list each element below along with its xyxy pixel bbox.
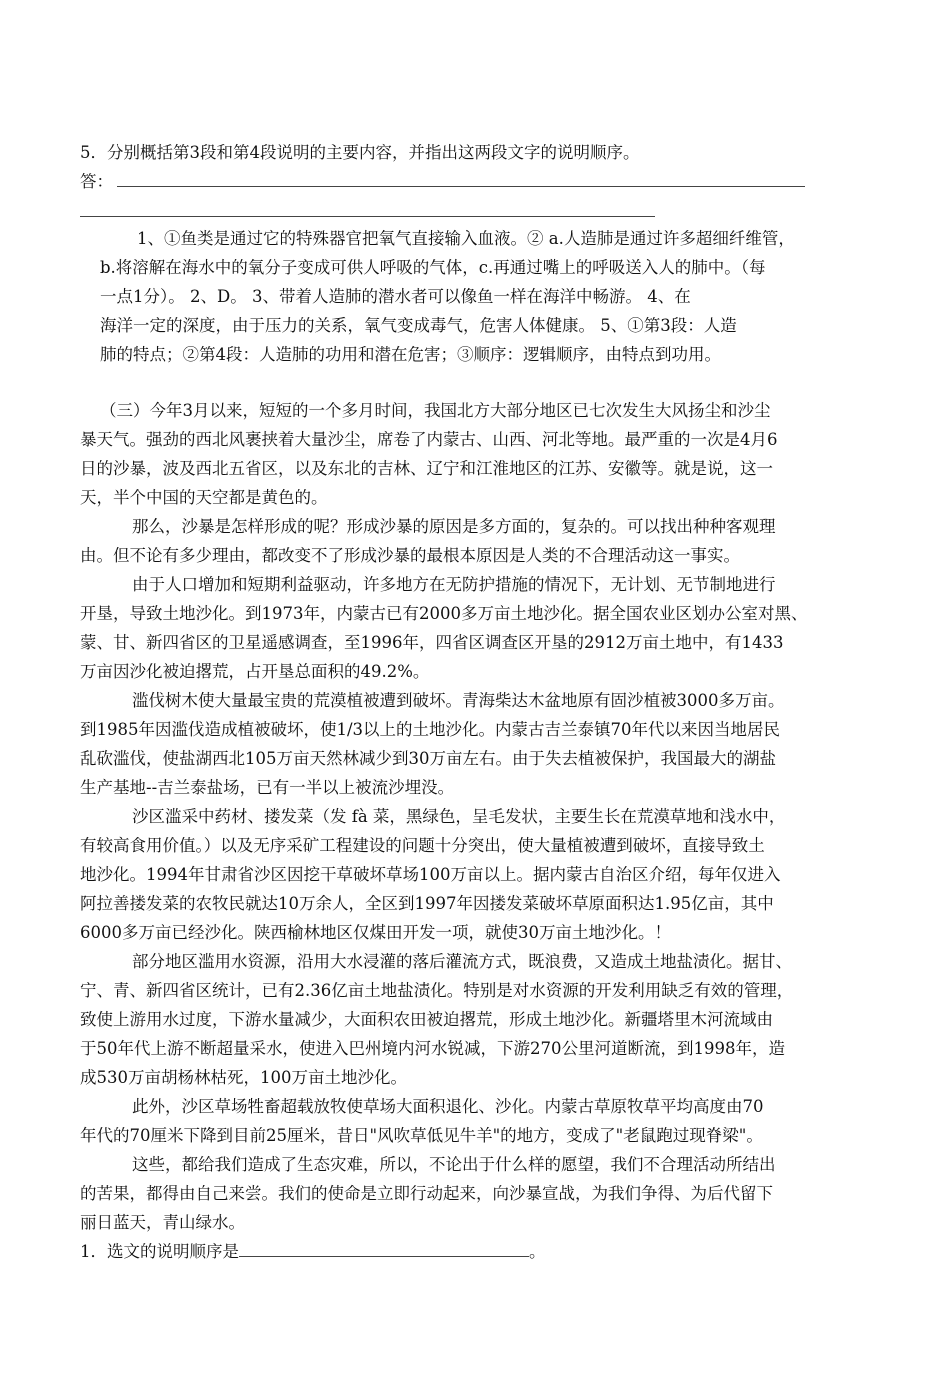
passage-line: 此外，沙区草场牲畜超载放牧使草场大面积退化、沙化。内蒙古草原牧草平均高度由70: [132, 1097, 764, 1116]
answer-key-line: 1、①鱼类是通过它的特殊器官把氧气直接输入血液。② a.人造肺是通过许多超细纤维管，: [137, 229, 795, 248]
question-1-suffix: 。: [529, 1242, 546, 1261]
passage-line: 沙区滥采中药材、搂发菜（发 fà 菜，黑绿色，呈毛发状，主要生长在荒漠草地和浅水中，: [132, 807, 786, 826]
passage-line: 这些，都给我们造成了生态灾难，所以，不论出于什么样的愿望，我们不合理活动所结出: [132, 1155, 776, 1174]
passage-line: （三）今年3月以来，短短的一个多月时间，我国北方大部分地区已七次发生大风扬尘和沙尘: [100, 401, 771, 420]
answer-key-line: 一点1分）。 2、D。 3、带着人造肺的潜水者可以像鱼一样在海洋中畅游。 4、在: [100, 287, 691, 306]
passage-line: 滥伐树木使大量最宝贵的荒漠植被遭到破坏。青海柴达木盆地原有固沙植被3000多万亩。: [132, 691, 785, 710]
answer-line-1: [80, 172, 805, 192]
passage-line: 宁、青、新四省区统计，已有2.36亿亩土地盐渍化。特别是对水资源的开发利用缺乏有效的管理，: [80, 981, 794, 1000]
passage-line: 暴天气。强劲的西北风裹挟着大量沙尘，席卷了内蒙古、山西、河北等地。最严重的一次是4月6: [80, 430, 778, 449]
passage-line: 到1985年因滥伐造成植被破坏，使1/3以上的土地沙化。内蒙古吉兰泰镇70年代以来因当地居民: [80, 720, 781, 739]
answer-blank-1[interactable]: [117, 172, 805, 187]
passage-line: 有较高食用价值。）以及无序采矿工程建设的问题十分突出，使大量植被遭到破坏，直接导致土: [80, 836, 765, 855]
passage-line: 阿拉善搂发菜的农牧民就达10万余人，全区到1997年因搂发菜破坏草原面积达1.95亿亩，其中: [80, 894, 774, 913]
answer-key-line: b.将溶解在海水中的氧分子变成可供人呼吸的气体，c.再通过嘴上的呼吸送入人的肺中。（每: [100, 258, 766, 277]
passage-line: 由。但不论有多少理由，都改变不了形成沙暴的最根本原因是人类的不合理活动这一事实。: [80, 546, 740, 565]
question-1: [80, 1242, 546, 1262]
passage-line: 地沙化。1994年甘肃省沙区因挖干草破坏草场100万亩以上。据内蒙古自治区介绍，每年仅进入: [80, 865, 781, 884]
passage-line: 由于人口增加和短期利益驱动，许多地方在无防护措施的情况下，无计划、无节制地进行: [132, 575, 776, 594]
passage-line: 成530万亩胡杨林枯死，100万亩土地沙化。: [80, 1068, 407, 1087]
question-5: 5．分别概括第3段和第4段说明的主要内容，并指出这两段文字的说明顺序。: [80, 143, 640, 162]
passage-line: 万亩因沙化被迫撂荒，占开垦总面积的49.2%。: [80, 662, 430, 681]
answer-key-line: 肺的特点；②第4段：人造肺的功用和潜在危害；③顺序：逻辑顺序，由特点到功用。: [100, 345, 721, 364]
passage-line: 乱砍滥伐，使盐湖西北105万亩天然林减少到30万亩左右。由于失去植被保护，我国最大的湖盐: [80, 749, 776, 768]
passage-line: 于50年代上游不断超量采水，使进入巴州境内河水锐减，下游270公里河道断流，到1998年，造: [80, 1039, 785, 1058]
passage-line: 日的沙暴，波及西北五省区，以及东北的吉林、辽宁和江淮地区的江苏、安徽等。就是说，这一: [80, 459, 773, 478]
passage-line: 丽日蓝天，青山绿水。: [80, 1213, 245, 1232]
passage-line: 的苦果，都得由自己来尝。我们的使命是立即行动起来，向沙暴宣战，为我们争得、为后代留下: [80, 1184, 773, 1203]
passage-line: 蒙、甘、新四省区的卫星遥感调查，至1996年，四省区调查区开垦的2912万亩土地中，有1433: [80, 633, 784, 652]
passage-line: 年代的70厘米下降到目前25厘米，昔日"风吹草低见牛羊"的地方，变成了"老鼠跑过现脊梁"。: [80, 1126, 763, 1145]
question-1-prefix: 1．选文的说明顺序是: [80, 1242, 239, 1261]
passage-line: 开垦，导致土地沙化。到1973年，内蒙古已有2000多万亩土地沙化。据全国农业区划办公室对黑、: [80, 604, 808, 623]
answer-key-line: 海洋一定的深度，由于压力的关系，氧气变成毒气，危害人体健康。 5、①第3段：人造: [100, 316, 737, 335]
passage-line: 6000多万亩已经沙化。陕西榆林地区仅煤田开发一项，就使30万亩土地沙化。！: [80, 923, 671, 942]
passage-line: 致使上游用水过度，下游水量减少，大面积农田被迫撂荒，形成土地沙化。新疆塔里木河流域由: [80, 1010, 773, 1029]
passage-line: 天，半个中国的天空都是黄色的。: [80, 488, 328, 507]
question-1-blank[interactable]: [239, 1242, 529, 1257]
passage-line: 部分地区滥用水资源，沿用大水浸灌的落后灌流方式，既浪费，又造成土地盐渍化。据甘、: [132, 952, 792, 971]
answer-label: 答：: [80, 172, 113, 191]
answer-blank-2[interactable]: [80, 216, 655, 217]
passage-line: 生产基地--吉兰泰盐场，已有一半以上被流沙埋没。: [80, 778, 455, 797]
passage-line: 那么，沙暴是怎样形成的呢？形成沙暴的原因是多方面的，复杂的。可以找出种种客观理: [132, 517, 776, 536]
